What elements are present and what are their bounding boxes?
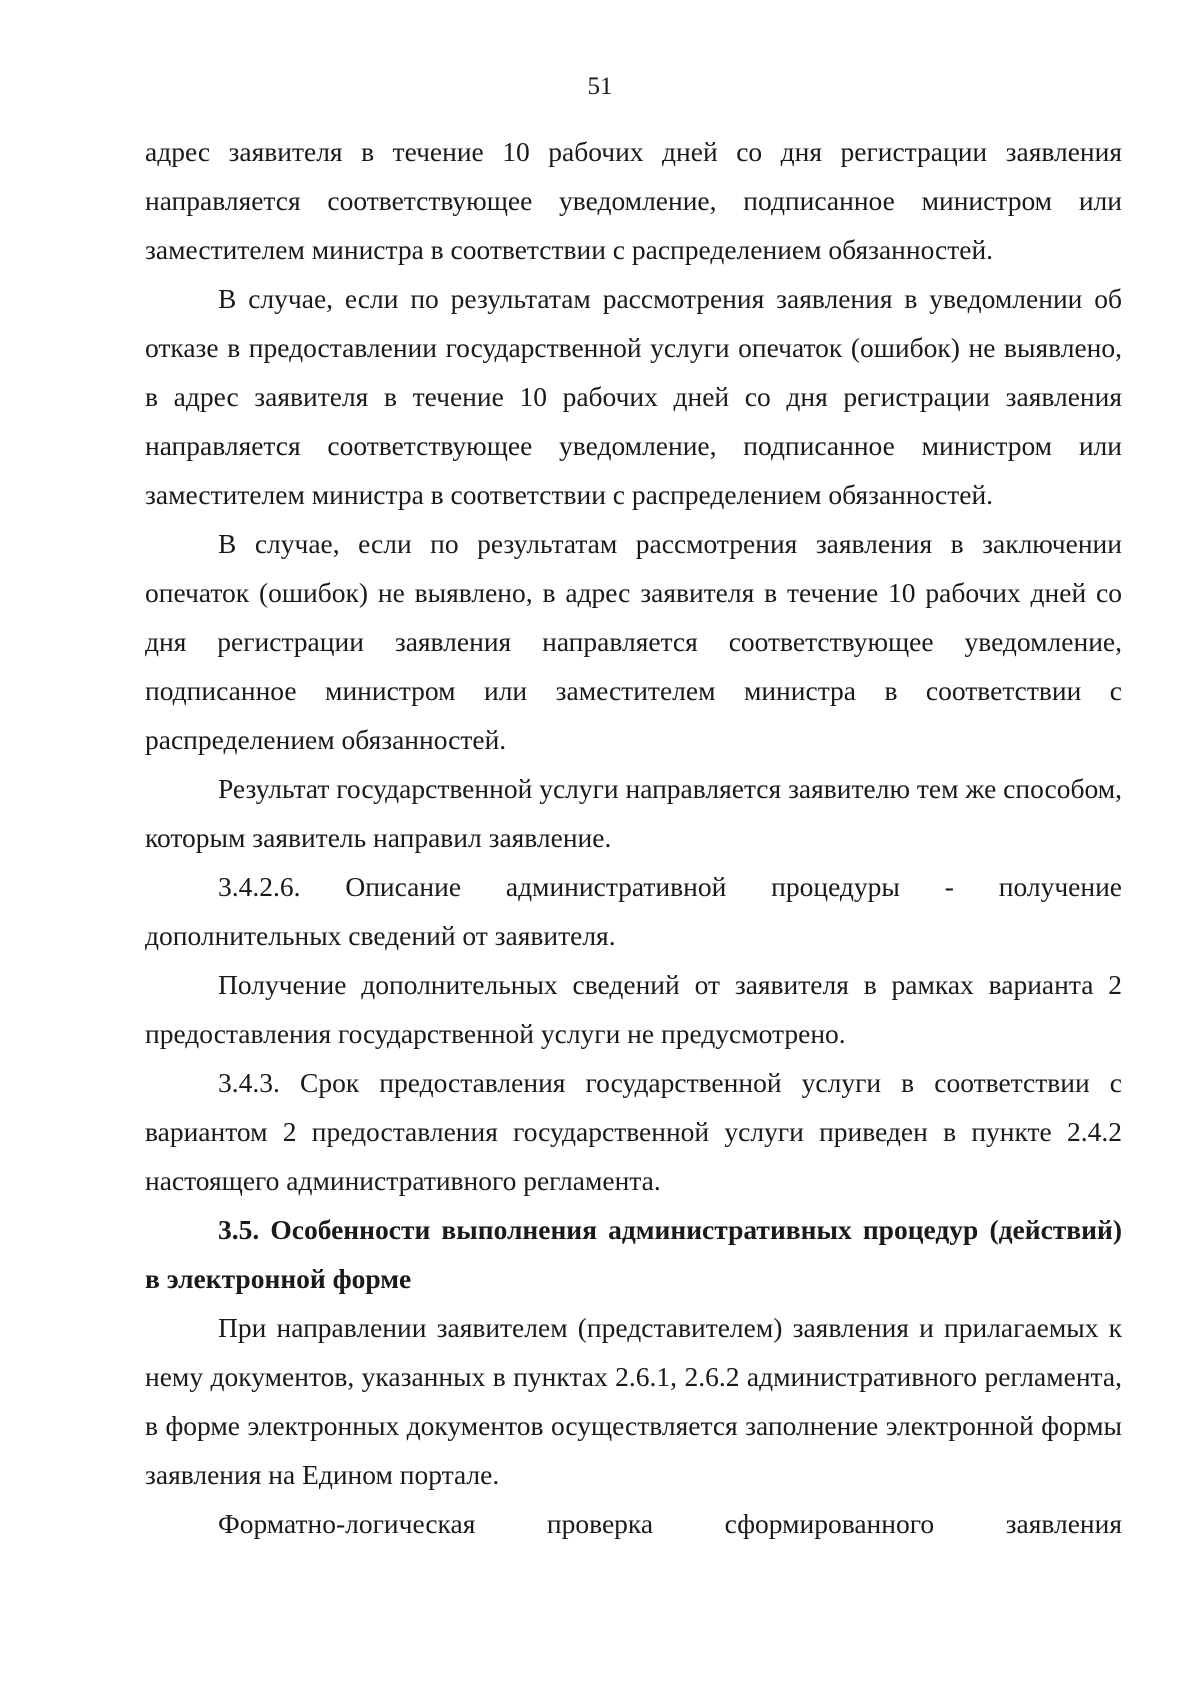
paragraph-3-4-2-6: 3.4.2.6. Описание административной процедуры - получение дополнительных сведений от заявителя. — [145, 871, 1122, 951]
paragraph-electronic-submission: При направлении заявителем (представителем) заявления и прилагаемых к нему документов, указанных в пунктах 2.6.1, 2.6.2 административного регламента, в форме электронных документов осуществляется заполнение электронной формы заявления на Едином портале. — [145, 1312, 1122, 1490]
section-heading-3-5: 3.5. Особенности выполнения административных процедур (действий) в электронной форме — [145, 1214, 1122, 1294]
paragraph-result-delivery: Результат государственной услуги направляется заявителю тем же способом, которым заявитель направил заявление. — [145, 773, 1122, 853]
paragraph-notification-conclusion: В случае, если по результатам рассмотрения заявления в заключении опечаток (ошибок) не выявлено, в адрес заявителя в течение 10 рабочих дней со дня регистрации заявления направляется соответствующее уведомление, подписанное министром или заместителем министра в соответствии с распределением обязанностей. — [145, 528, 1122, 755]
page-number: 51 — [587, 73, 613, 100]
paragraph-format-check: Форматно-логическая проверка сформированного заявления — [218, 1508, 1122, 1539]
paragraph-additional-info: Получение дополнительных сведений от заявителя в рамках варианта 2 предоставления государственной услуги не предусмотрено. — [145, 969, 1122, 1049]
paragraph-continuation: адрес заявителя в течение 10 рабочих дней со дня регистрации заявления направляется соответствующее уведомление, подписанное министром или заместителем министра в соответствии с распределением обязанностей. — [145, 136, 1122, 265]
document-body — [145, 127, 1122, 1548]
paragraph-notification-refusal: В случае, если по результатам рассмотрения заявления в уведомлении об отказе в предоставлении государственной услуги опечаток (ошибок) не выявлено, в адрес заявителя в течение 10 рабочих дней со дня регистрации заявления направляется соответствующее уведомление, подписанное министром или заместителем министра в соответствии с распределением обязанностей. — [145, 283, 1122, 510]
paragraph-3-4-3: 3.4.3. Срок предоставления государственной услуги в соответствии с вариантом 2 предоставления государственной услуги приведен в пункте 2.4.2 настоящего административного регламента. — [145, 1067, 1122, 1196]
